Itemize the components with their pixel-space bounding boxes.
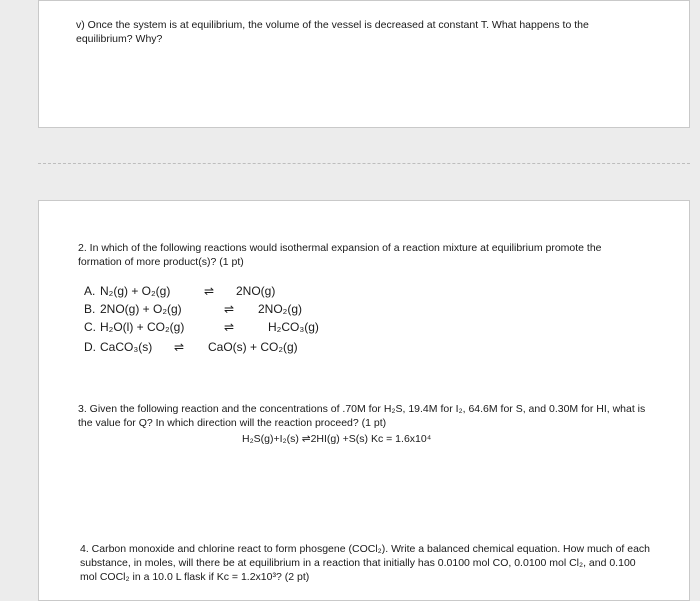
option-b-label: B. [84,302,96,316]
option-c-label: C. [84,320,96,334]
option-d-arrow: ⇌ [174,340,185,354]
option-c-reactants: H₂O(l) + CO₂(g) [100,320,185,334]
question-3-prompt: 3. Given the following reaction and the concentrations of .70M for H₂S, 19.4M for I₂, 64.6M for S, and 0.30M for HI, what is the value for Q? In which direction will the reaction proceed? (1 pt) [78,403,646,429]
option-c-products: H₂CO₃(g) [268,320,319,334]
option-a-label: A. [84,284,96,298]
question-2-prompt: 2. In which of the following reactions would isothermal expansion of a reaction mixture at equilibrium promote the formation of more product(s)? (1 pt) [78,242,602,268]
option-a-reactants: N₂(g) + O₂(g) [100,284,171,298]
option-a-arrow: ⇌ [204,284,215,298]
question-v-text: v) Once the system is at equilibrium, the volume of the vessel is decreased at constant T. What happens to the equilibrium? Why? [76,19,589,45]
page-divider [38,163,690,164]
option-d-reactants: CaCO₃(s) [100,340,153,354]
question-3-equation: H₂S(g)+I₂(s) ⇌2HI(g) +S(s) Kc = 1.6x10⁴ [242,433,432,445]
option-b-arrow: ⇌ [224,302,235,316]
option-b-reactants: 2NO(g) + O₂(g) [100,302,182,316]
option-d-products: CaO(s) + CO₂(g) [208,340,298,354]
option-a-products: 2NO(g) [236,284,276,298]
option-b-products: 2NO₂(g) [258,302,302,316]
option-c-arrow: ⇌ [224,320,235,334]
option-d-label: D. [84,340,96,354]
question-4-prompt: 4. Carbon monoxide and chlorine react to form phosgene (COCl₂). Write a balanced chemical equation. How much of each substance, in moles, will there be at equilibrium in a reaction that initially has 0.0100 mol CO, 0.0100 mol Cl₂, and 0.100 mol COCl₂ in a 10.0 L flask if Kc = 1.2x10³? (2 pt) [80,543,651,583]
